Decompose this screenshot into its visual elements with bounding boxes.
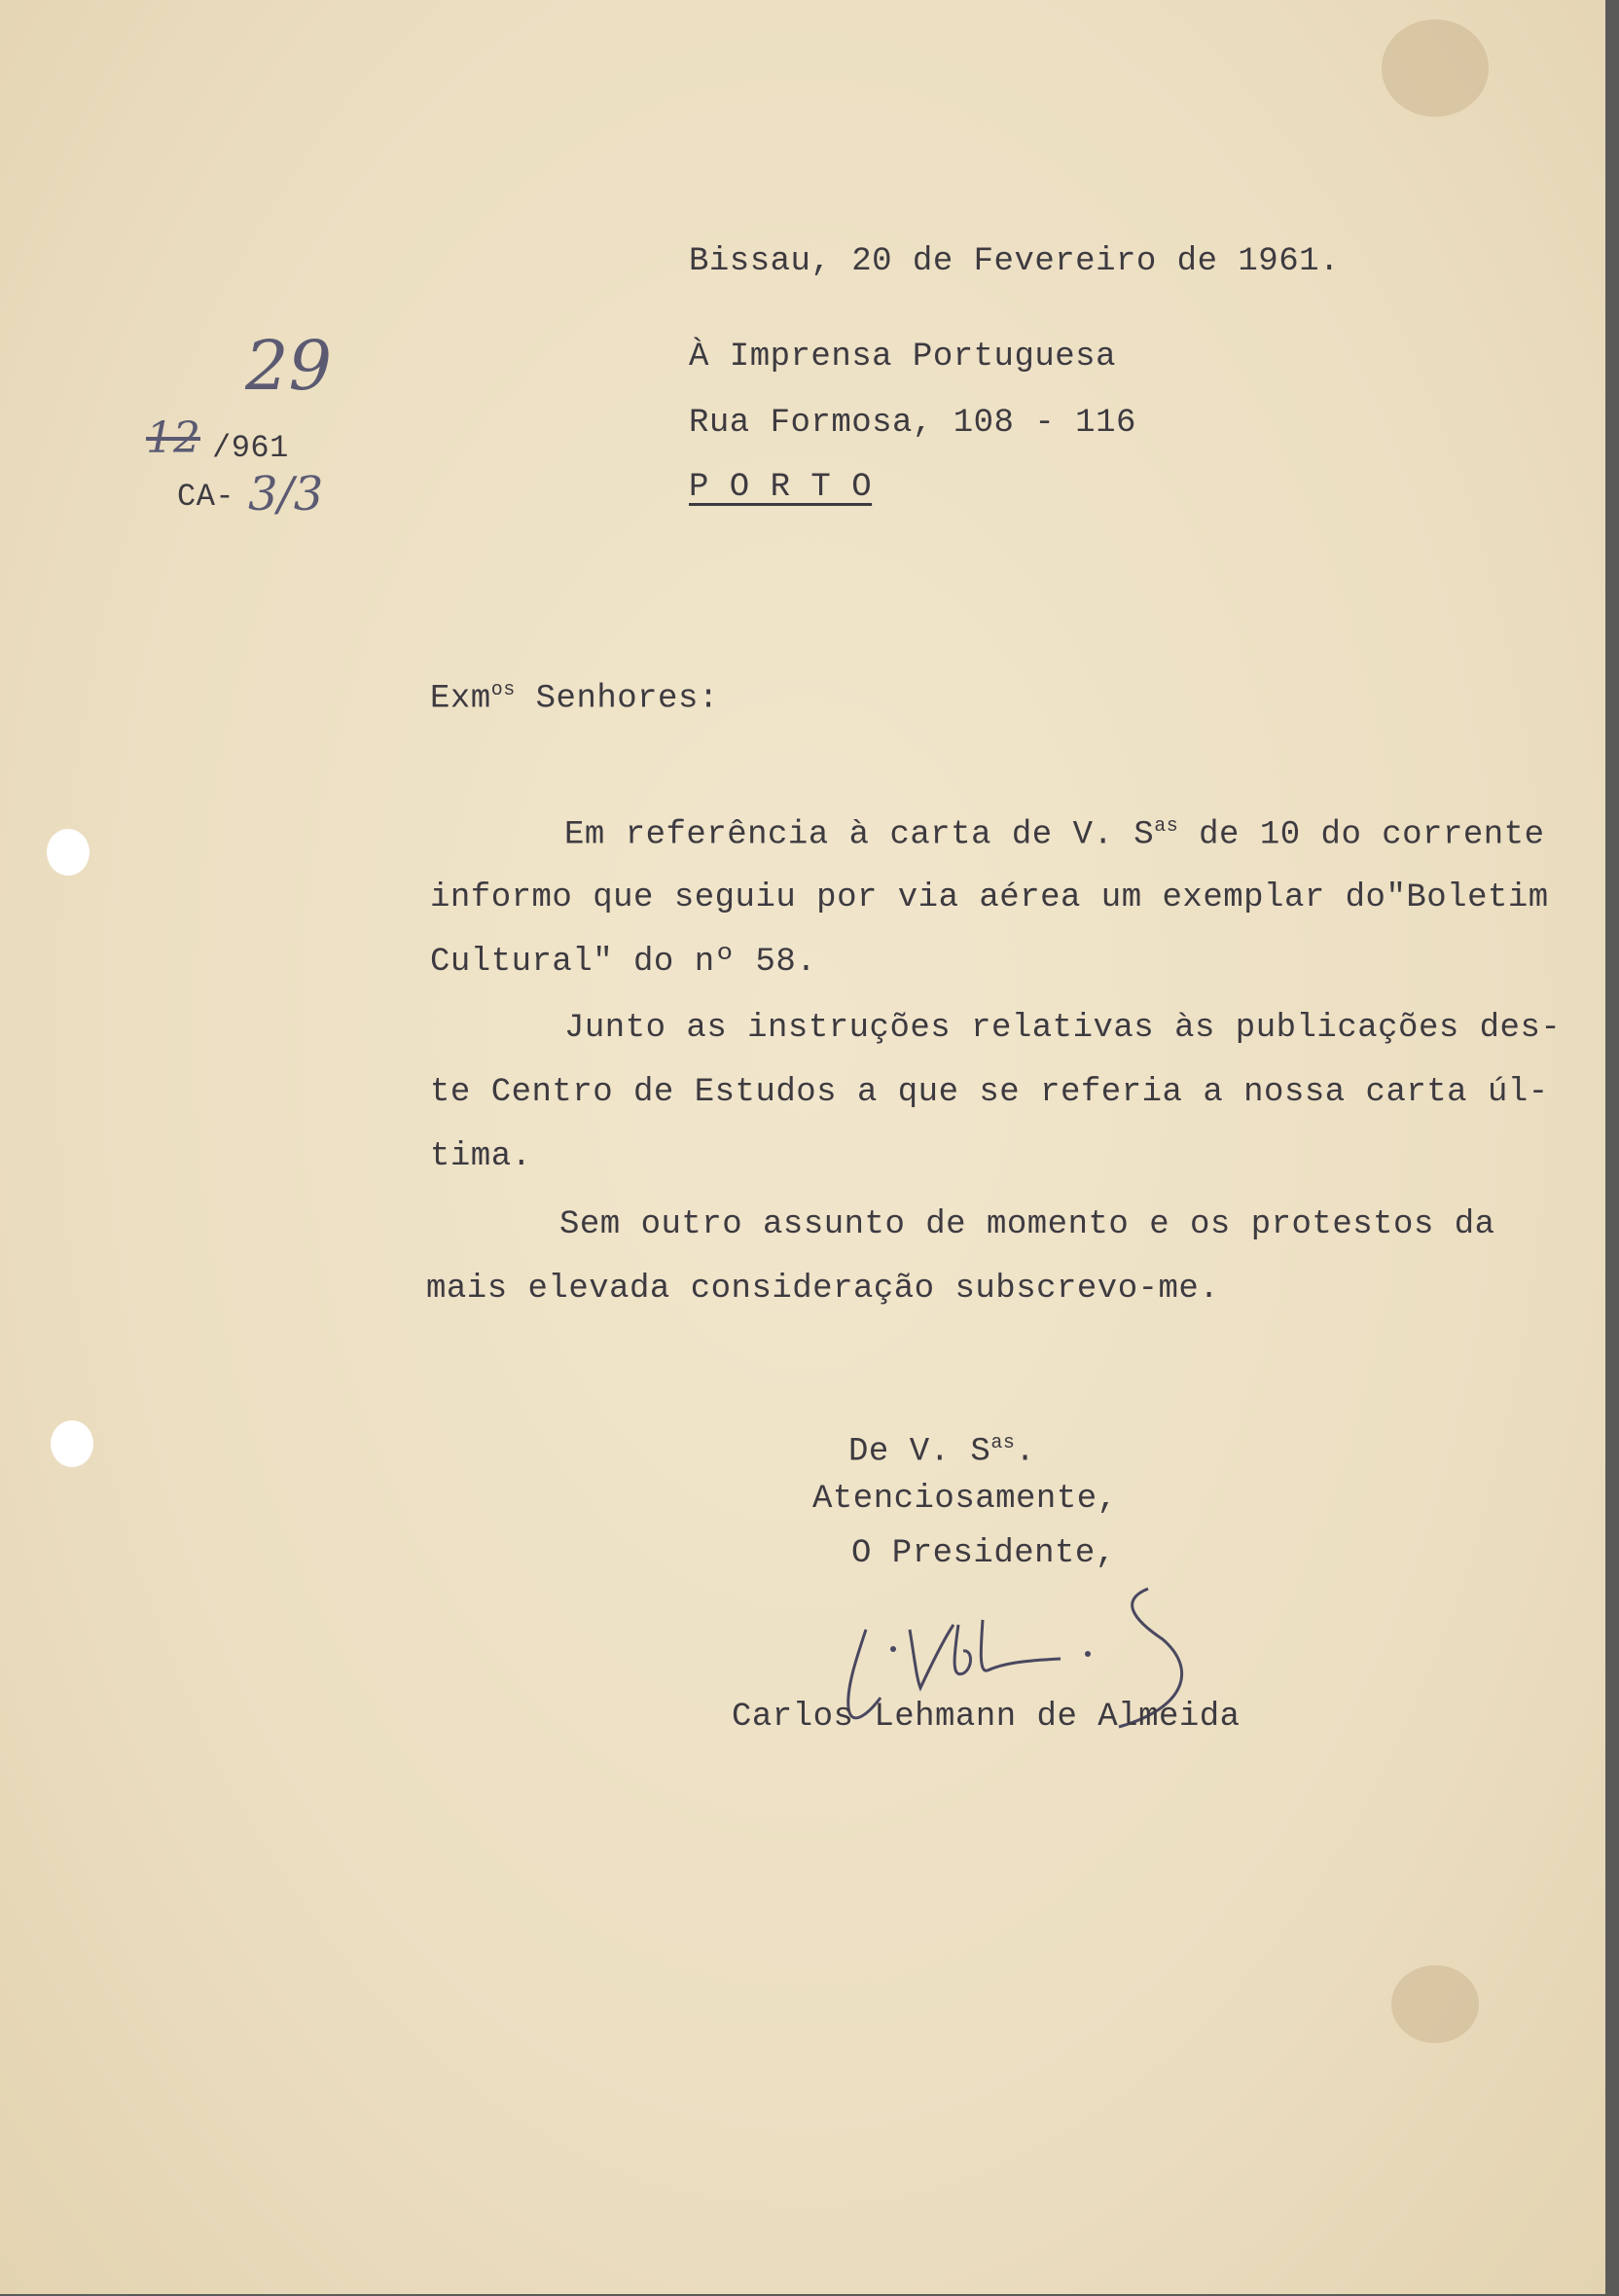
paragraph1-line2: informo que seguiu por via aérea um exemplar do"Boletim	[430, 879, 1549, 916]
address-line-1: À Imprensa Portuguesa	[689, 339, 1116, 376]
signatory-name: Carlos Lehmann de Almeida	[732, 1699, 1241, 1736]
closing-line3: O Presidente,	[851, 1535, 1116, 1572]
salutation-prefix: Exm	[430, 680, 491, 718]
closing-line1	[848, 1432, 1035, 1470]
p1-line1-sup: as	[1154, 815, 1179, 838]
stain-top-right	[1382, 19, 1489, 117]
closing-line1-sup: as	[990, 1432, 1016, 1454]
closing-line1-a: De V. S	[848, 1433, 991, 1471]
punch-hole-lower	[51, 1420, 93, 1467]
closing-line2: Atenciosamente,	[812, 1481, 1118, 1518]
paragraph3-line2: mais elevada consideração subscrevo-me.	[426, 1271, 1220, 1308]
margin-ref-year: /961	[212, 430, 289, 466]
salutation-sup: os	[490, 679, 516, 701]
address-line-2: Rua Formosa, 108 - 116	[689, 405, 1136, 442]
margin-ca-prefix: CA-	[177, 479, 235, 515]
margin-ref-crossed: 12	[146, 413, 200, 463]
salutation-rest: Senhores:	[515, 680, 719, 718]
p1-line1-b: de 10 do corrente	[1178, 816, 1545, 854]
closing-line1-b: .	[1015, 1433, 1036, 1471]
salutation	[430, 679, 719, 717]
address-city: P O R T O	[689, 469, 873, 506]
margin-number: 29	[245, 326, 333, 406]
paragraph2-line2: te Centro de Estudos a que se referia a nossa carta úl-	[430, 1074, 1549, 1111]
paragraph1-line1	[564, 815, 1544, 853]
punch-hole-upper	[47, 829, 90, 876]
paragraph2-line3: tima.	[430, 1138, 532, 1175]
p1-line1-a: Em referência à carta de V. S	[564, 816, 1155, 854]
margin-ca-value: 3/3	[248, 467, 324, 521]
paragraph1-line3: Cultural" do nº 58.	[430, 944, 817, 981]
paragraph3-line1: Sem outro assunto de momento e os protestos da	[559, 1206, 1495, 1243]
stain-bottom-right	[1391, 1965, 1479, 2043]
paragraph2-line1: Junto as instruções relativas às publicações des-	[564, 1010, 1562, 1047]
date-line: Bissau, 20 de Fevereiro de 1961.	[689, 243, 1340, 280]
